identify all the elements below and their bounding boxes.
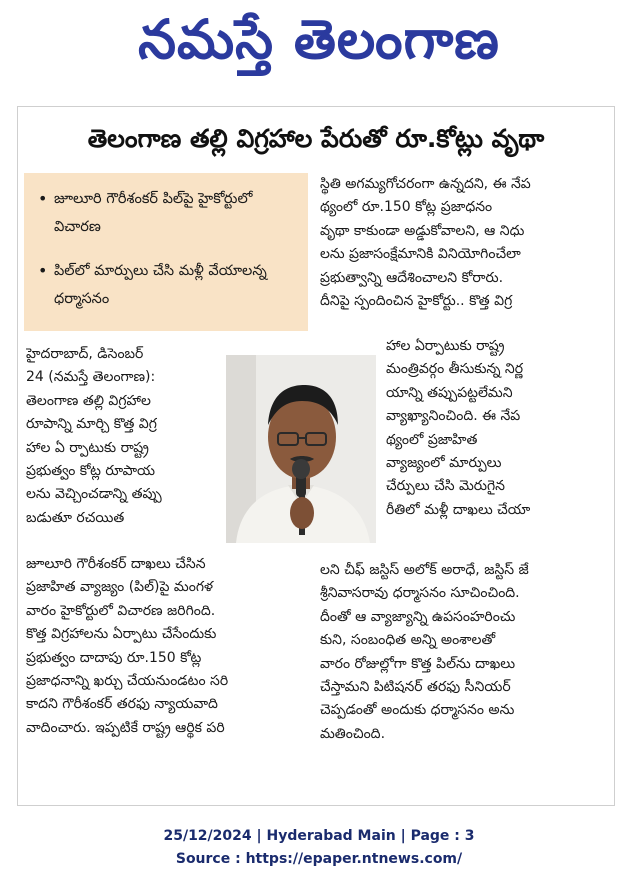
text-line: యాన్ని తప్పుపట్టలేమని [386,384,513,401]
text-line: వారం హైకోర్టులో విచారణ జరిగింది. [26,602,216,619]
source-link[interactable]: Source : https://epaper.ntnews.com/ [175,851,463,867]
text-line: కాదని గౌరీశంకర్ తరఫు న్యాయవాది [26,696,218,713]
masthead-title: నమస్తే తెలంగాణ [138,7,500,71]
text-line: స్థితి అగమ్యగోచరంగా ఉన్నదని, ఈ నేప [320,176,531,192]
text-line: హైదరాబాద్, డిసెంబర్ [26,346,144,362]
edition-info: 25/12/2024 | Hyderabad Main | Page : 3 [163,828,475,844]
highlights-box [24,173,308,331]
text-line: వృథా కాకుండా అడ్డుకోవాలని, ఆ నిధు [320,222,525,239]
text-line: బడుతూ రచయిత [26,509,125,526]
text-line: లను ప్రజాసంక్షేమానికి వినియోగించేలా [320,246,521,263]
text-line: లని చీఫ్ జస్టిస్ అలోక్ అరాధే, జస్టిస్ జే [320,562,529,578]
column-right-lower [320,559,606,746]
article-clipping [17,106,615,806]
column-right-upper [320,173,606,313]
text-line: రూపాన్ని మార్చి కొత్త విగ్ర [26,416,157,433]
text-line: చేర్పులు చేసి మెరుగైన [386,478,505,495]
text-line: దీంతో ఆ వ్యాజ్యాన్ని ఉపసంహరించు [320,608,516,625]
text-line: వాదించారు. ఇప్పటికే రాష్ట్ర ఆర్థిక పరి [26,719,225,736]
text-line: థ్యంలో రూ.150 కోట్ల ప్రజాధనం [320,199,493,216]
text-line: కొత్త విగ్రహాలను ఏర్పాటు చేసేందుకు [26,626,217,643]
text-line: వారం రోజుల్లోగా కొత్త పిల్‌ను దాఖలు [320,655,516,672]
text-line: ప్రభుత్వం దాదాపు రూ.150 కోట్ల [26,649,202,666]
text-line: శ్రీనివాసరావు ధర్మాసనం సూచించింది. [320,585,520,602]
column-right-middle [386,335,606,522]
text-line: వ్యాజ్యంలో మార్పులు [386,454,502,471]
text-line: థ్యంలో ప్రజాహిత [386,431,478,448]
text-line: మంత్రివర్గం తీసుకున్న నిర్ణ [386,361,523,378]
highlight-item: • పిల్‌లో మార్పులు చేసి మళ్లీ వేయాలన్న ధర్మాసనం [38,257,300,313]
column-left-upper [26,343,222,530]
text-line: లను వెచ్చించడాన్ని తప్పు [26,486,162,503]
text-line: వ్యాఖ్యానించింది. ఈ నేప [386,408,521,425]
text-line: తెలంగాణ తల్లి విగ్రహాల [26,392,151,409]
newspaper-masthead [0,2,638,78]
text-line: ప్రజాధనాన్ని ఖర్చు చేయనుండటం సరి [26,672,229,689]
text-line: హాల ఏ ర్పాటుకు రాష్ట్ర [26,439,149,456]
text-line: ప్రభుత్వం కోట్ల రూపాయ [26,462,156,479]
text-line: హాల ఏర్పాటుకు రాష్ట్ర [386,338,505,354]
bullet-icon: • [38,189,48,208]
text-line: ప్రభుత్వాన్ని ఆదేశించాలని కోరారు. [320,269,504,286]
text-line: ప్రజాహిత వ్యాజ్యం (పిల్)పై మంగళ [26,579,214,596]
text-line: రీతిలో మళ్లీ దాఖలు చేయా [386,501,531,518]
text-line: చేస్తామని పిటిషనర్ తరఫు సీనియర్ [320,678,511,695]
article-headline: తెలంగాణ తల్లి విగ్రహాల పేరుతో రూ.కోట్లు వృథా [87,124,545,153]
text-line: కుని, సంబంధిత అన్ని అంశాలతో [320,632,496,649]
text-line: 24 (నమస్తే తెలంగాణ): [26,369,156,386]
text-line: దీనిపై స్పందించిన హైకోర్టు.. కొత్త విగ్ర [320,292,513,309]
text-line: చెప్పడంతో అందుకు ధర్మాసనం అను [320,702,515,719]
column-left-lower [26,553,308,740]
bullet-icon: • [38,261,48,280]
highlight-item: • జూలూరి గౌరీశంకర్ పిల్‌పై హైకోర్టులో విచారణ [38,185,300,241]
person-photo [226,355,376,543]
text-line: మతించింది. [320,725,386,742]
text-line: జూలూరి గౌరీశంకర్ దాఖలు చేసిన [26,556,206,572]
